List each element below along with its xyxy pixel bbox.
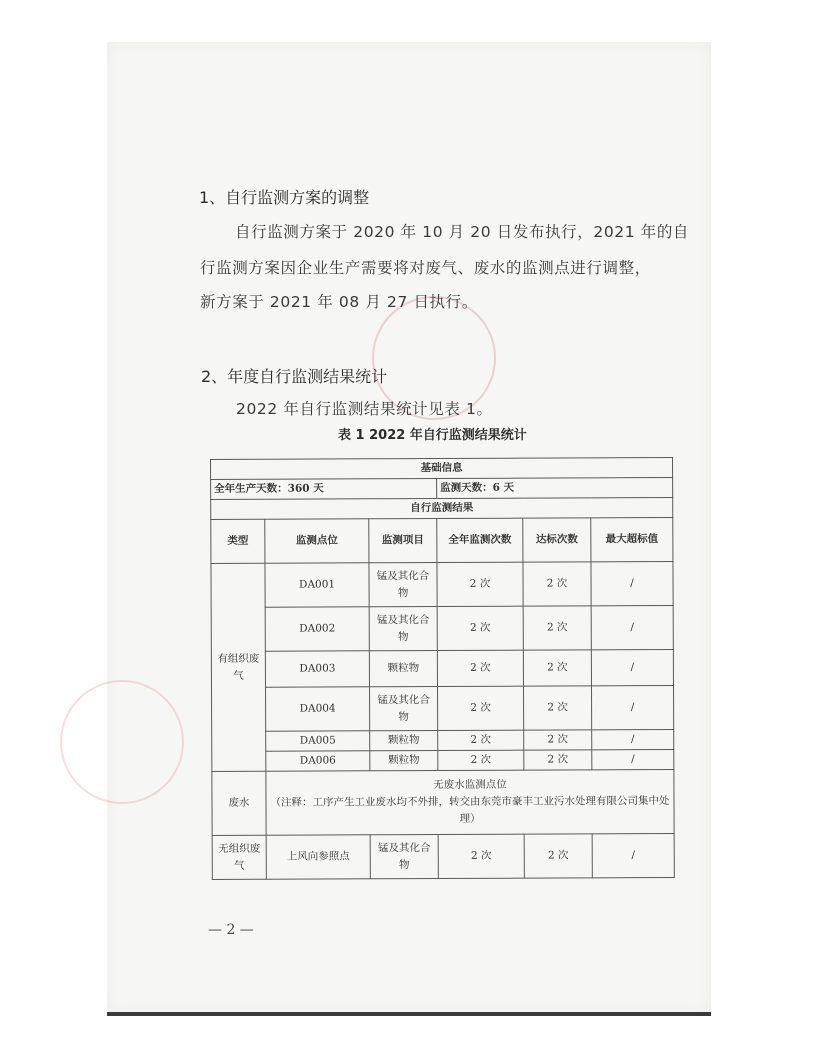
wastewater-line-2: （注释：工序产生工业废水均不外排，转交由东莞市豪丰工业污水处理有限公司集中处理） [270,794,670,825]
basic-info-title: 基础信息 [211,457,673,479]
cell-count: 2 次 [438,834,524,878]
cell-point: 上风向参照点 [266,835,370,879]
table-row [211,649,673,687]
cell-max: / [591,685,673,729]
header-type: 类型 [211,519,265,563]
section-1-line-1: 自行监测方案于 2020 年 10 月 20 日发布执行，2021 年的自 [235,223,690,241]
red-stamp-faint-left [60,680,184,804]
header-annual-count: 全年监测次数 [437,518,523,562]
table-row [211,497,673,519]
cell-point: DA001 [265,563,369,607]
cell-count: 2 次 [437,606,523,650]
cell-pass: 2 次 [524,750,592,770]
section-1-heading: 1、自行监测方案的调整 [199,188,370,207]
table-row [211,457,673,479]
monitoring-days: 监测天数：6 天 [437,477,673,498]
cell-max: / [591,605,673,649]
table-row [212,729,674,751]
cell-count: 2 次 [438,730,524,750]
table-caption: 表 1 2022 年自行监测结果统计 [338,428,527,443]
table-row [211,477,673,499]
cell-point: DA005 [266,731,370,751]
cell-max: / [591,649,673,685]
page-number: — 2 — [208,922,254,938]
cell-item: 颗粒物 [370,731,438,751]
cell-pass: 2 次 [523,650,591,686]
cell-max: / [591,561,673,605]
header-point: 监测点位 [265,519,369,563]
table-row [211,605,673,651]
cell-max: / [592,729,674,749]
cell-pass: 2 次 [524,834,592,878]
cell-item: 锰及其化合物 [369,563,437,607]
cell-item: 颗粒物 [370,751,438,771]
section-1-line-3: 新方案于 2021 年 08 月 27 日执行。 [200,293,478,311]
section-1-line-2: 行监测方案因企业生产需要将对废气、废水的监测点进行调整， [200,259,651,277]
type-organized: 有组织废气 [211,563,266,771]
header-max-exceed: 最大超标值 [591,517,673,561]
cell-count: 2 次 [437,650,523,686]
table-row [211,561,673,607]
header-pass-count: 达标次数 [523,518,591,562]
results-title: 自行监测结果 [211,497,673,519]
type-wastewater: 废水 [212,771,266,835]
wastewater-note-cell [266,769,674,835]
production-days: 全年生产天数：360 天 [211,479,437,500]
cell-point: DA002 [265,607,369,651]
cell-count: 2 次 [437,686,523,730]
cell-count: 2 次 [437,562,523,606]
section-2-heading: 2、年度自行监测结果统计 [201,367,388,386]
section-2-line: 2022 年自行监测结果统计见表 1。 [236,400,493,418]
cell-item: 锰及其化合物 [370,835,438,879]
header-item: 监测项目 [369,519,437,563]
cell-item: 锰及其化合物 [369,607,437,651]
table-row [212,749,674,771]
cell-pass: 2 次 [523,562,591,606]
cell-item: 锰及其化合物 [369,687,437,731]
cell-count: 2 次 [438,750,524,770]
wastewater-line-1: 无废水监测点位 [433,778,507,792]
cell-pass: 2 次 [523,686,591,730]
cell-pass: 2 次 [523,606,591,650]
cell-point: DA004 [265,687,369,731]
table-header-row [211,517,673,563]
table-row [211,685,673,731]
cell-max: / [592,749,674,769]
cell-item: 颗粒物 [369,651,437,687]
monitoring-results-table [210,457,675,880]
type-unorganized: 无组织废气 [212,835,266,879]
table-row [212,833,674,879]
cell-point: DA006 [266,751,370,771]
table-row [212,769,674,835]
cell-point: DA003 [265,651,369,687]
cell-pass: 2 次 [524,730,592,750]
cell-max: / [592,833,674,877]
